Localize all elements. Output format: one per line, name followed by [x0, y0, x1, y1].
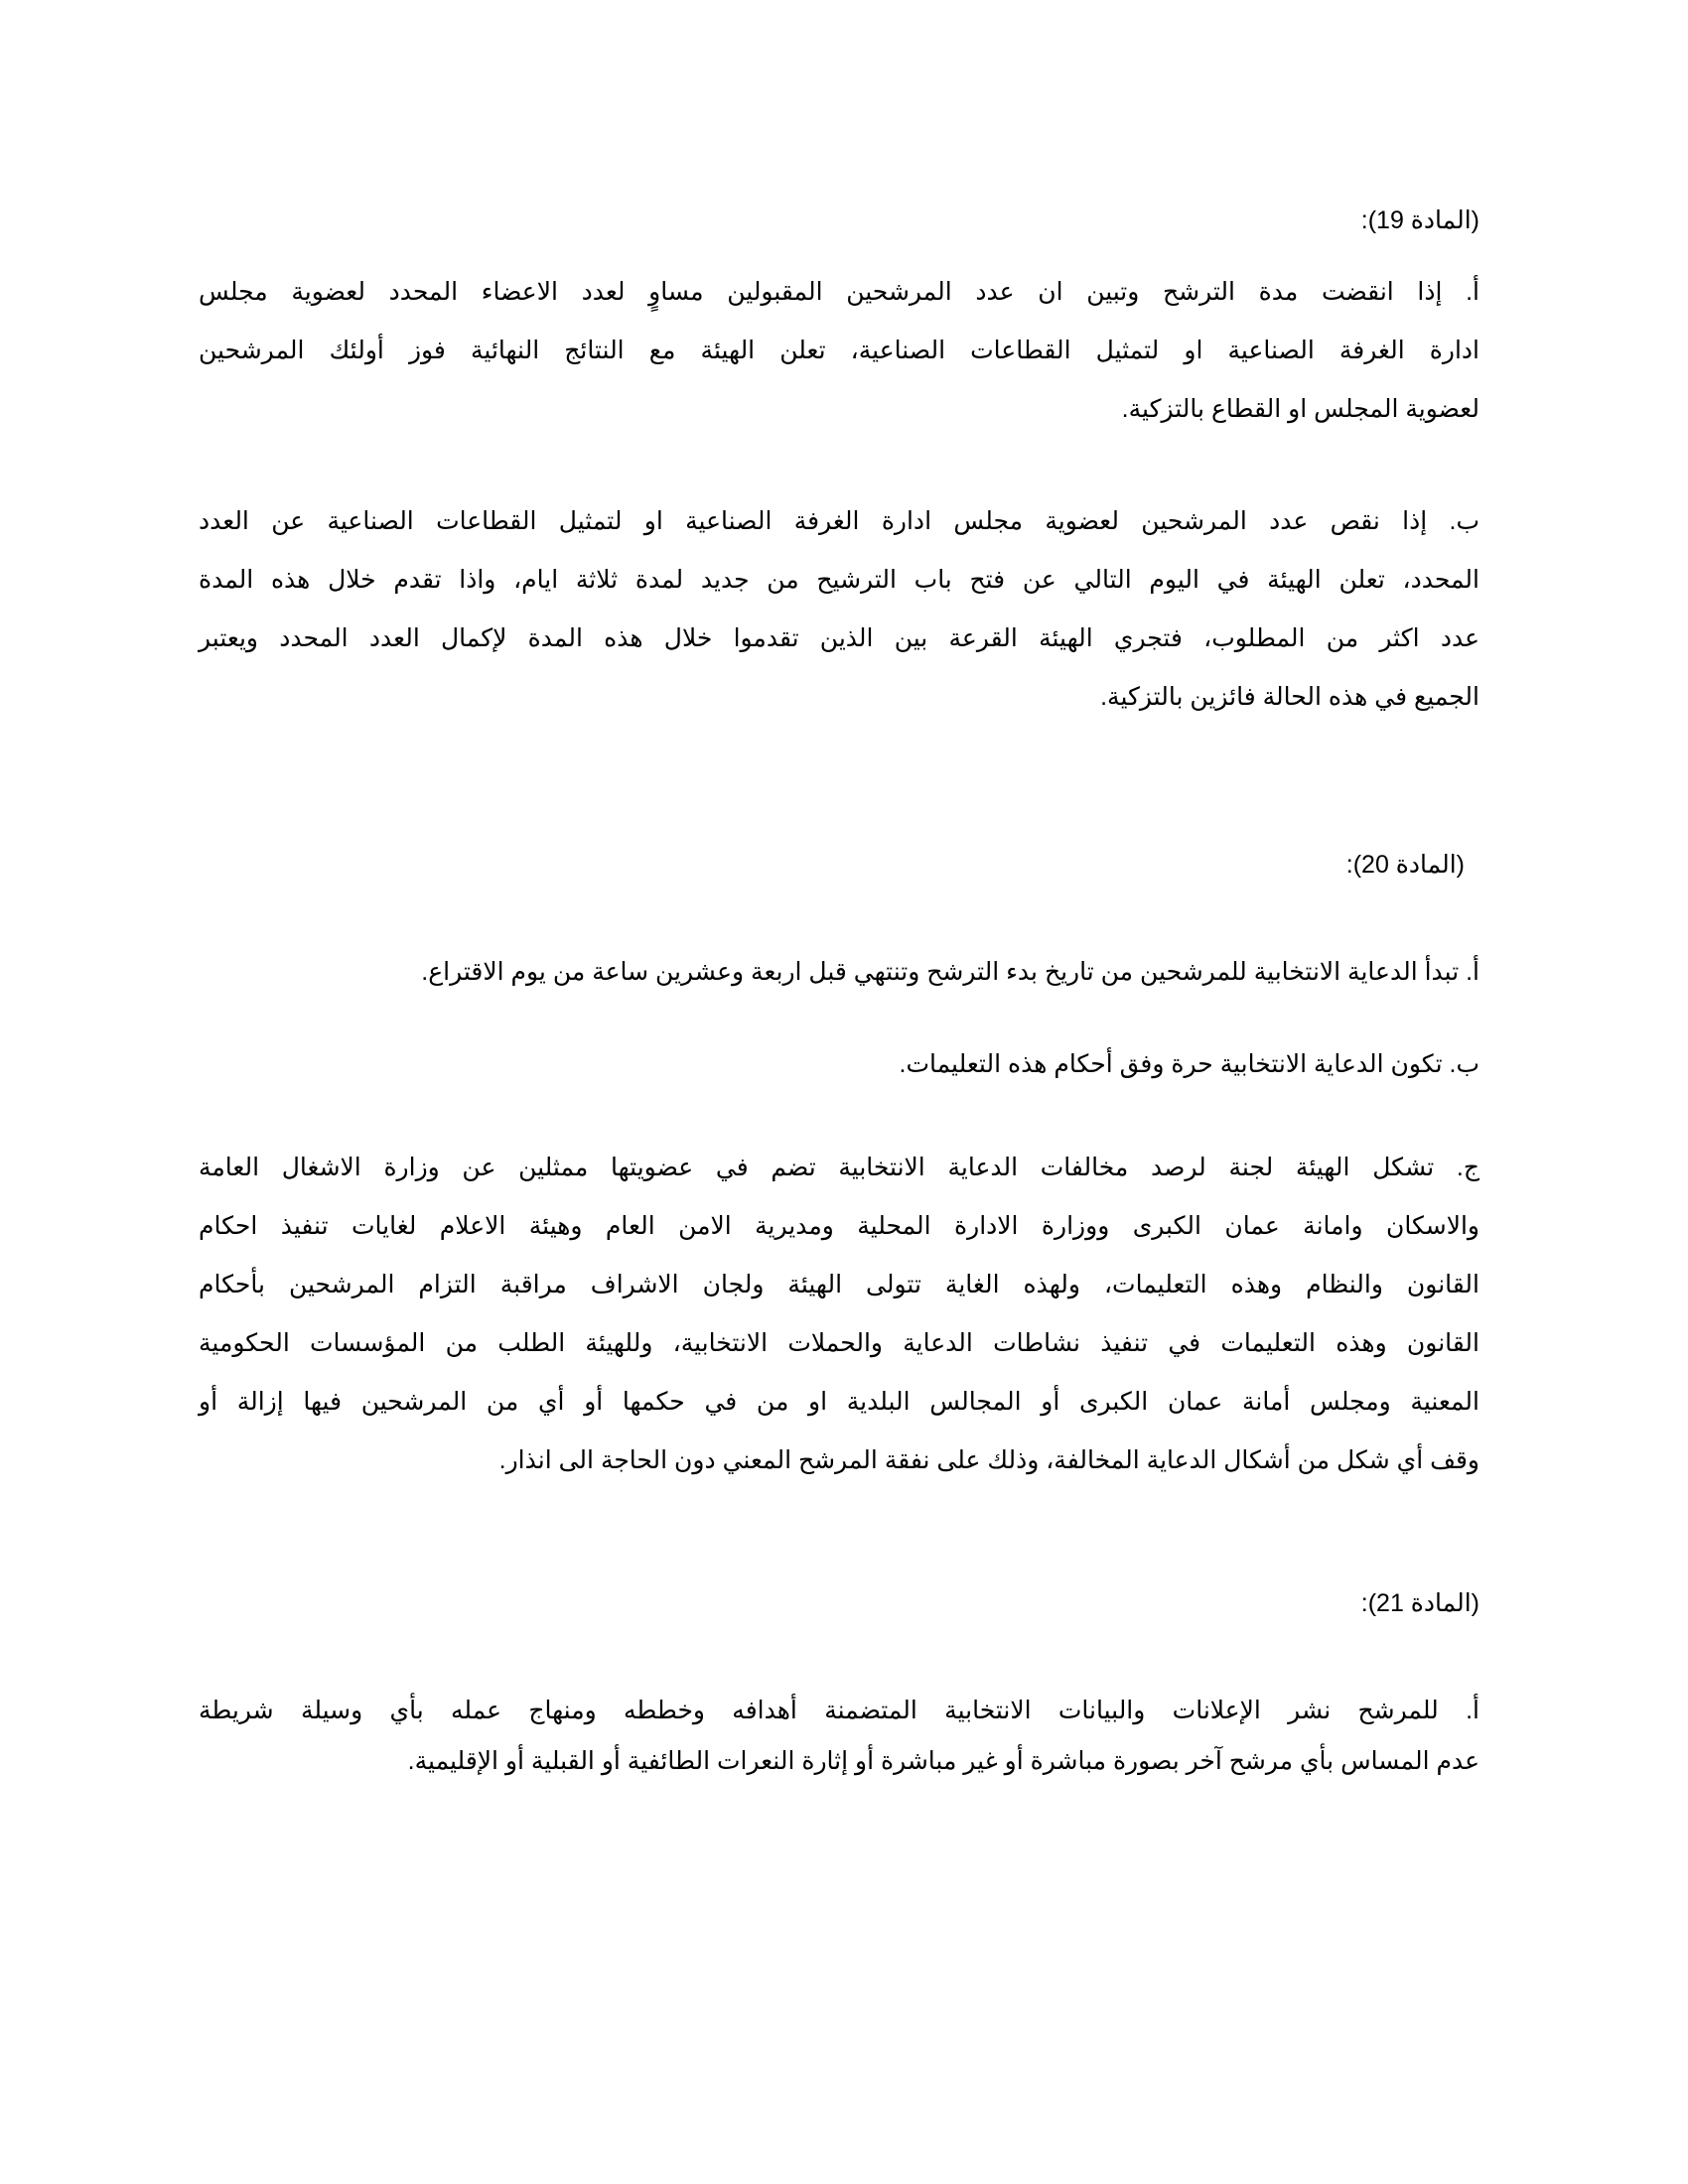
text-line: عدم المساس بأي مرشح آخر بصورة مباشرة أو غير مباشرة أو إثارة النعرات الطائفية أو القبلية أو الإقليمية. [407, 1747, 1479, 1775]
text-line: أ. للمرشح نشر الإعلانات والبيانات الانتخابية المتضمنة أهدافه وخططه ومنهاج عمله بأي وسيلة شريطة [199, 1697, 1479, 1724]
text-line: المحدد، تعلن الهيئة في اليوم التالي عن فتح باب الترشيح من جديد لمدة ثلاثة ايام، واذا تقدم خلال هذه المدة [199, 566, 1479, 594]
text-line: القانون وهذه التعليمات في تنفيذ نشاطات الدعاية والحملات الانتخابية، وللهيئة الطلب من المؤسسات الحكومية [199, 1329, 1479, 1357]
article-19-paragraph-b [199, 492, 1479, 727]
article-20-heading: (المادة 20): [1345, 851, 1465, 879]
text-line: أ. تبدأ الدعاية الانتخابية للمرشحين من تاريخ بدء الترشح وتنتهي قبل اربعة وعشرين ساعة من يوم الاقتراع. [421, 958, 1479, 986]
article-19-heading: (المادة 19): [1360, 206, 1479, 234]
article-19-paragraph-a [199, 263, 1479, 439]
text-line: الجميع في هذه الحالة فائزين بالتزكية. [1100, 683, 1479, 711]
article-21-paragraph-a [199, 1686, 1479, 1787]
article-20-paragraph-b [199, 1035, 1479, 1094]
text-line: والاسكان وامانة عمان الكبرى ووزارة الادارة المحلية ومديرية الامن العام وهيئة الاعلام لغايات تنفيذ احكام [199, 1212, 1479, 1240]
text-line: المعنية ومجلس أمانة عمان الكبرى أو المجالس البلدية او من في حكمها أو أي من المرشحين فيها إزالة أو [199, 1388, 1479, 1416]
article-20-paragraph-c [199, 1139, 1479, 1490]
text-line: عدد اكثر من المطلوب، فتجري الهيئة القرعة بين الذين تقدموا خلال هذه المدة لإكمال العدد المحدد ويعتبر [199, 624, 1479, 652]
text-line: ب. إذا نقص عدد المرشحين لعضوية مجلس ادارة الغرفة الصناعية او لتمثيل القطاعات الصناعية عن العدد [199, 507, 1479, 535]
text-line: وقف أي شكل من أشكال الدعاية المخالفة، وذلك على نفقة المرشح المعني دون الحاجة الى انذار. [498, 1446, 1479, 1474]
article-21-heading: (المادة 21): [1360, 1589, 1479, 1617]
text-line: ب. تكون الدعاية الانتخابية حرة وفق أحكام هذه التعليمات. [899, 1050, 1479, 1078]
text-line: ج. تشكل الهيئة لجنة لرصد مخالفات الدعاية الانتخابية تضم في عضويتها ممثلين عن وزارة الاشغال العامة [199, 1154, 1479, 1181]
article-20-paragraph-a [199, 943, 1479, 1002]
text-line: لعضوية المجلس او القطاع بالتزكية. [1121, 395, 1479, 423]
text-line: ادارة الغرفة الصناعية او لتمثيل القطاعات الصناعية، تعلن الهيئة مع النتائج النهائية فوز أولئك المرشحين [199, 337, 1479, 364]
text-line: القانون والنظام وهذه التعليمات، ولهذه الغاية تتولى الهيئة ولجان الاشراف مراقبة التزام المرشحين بأحكام [199, 1271, 1479, 1298]
text-line: أ. إذا انقضت مدة الترشح وتبين ان عدد المرشحين المقبولين مساوٍ لعدد الاعضاء المحدد لعضوية مجلس [199, 278, 1479, 306]
